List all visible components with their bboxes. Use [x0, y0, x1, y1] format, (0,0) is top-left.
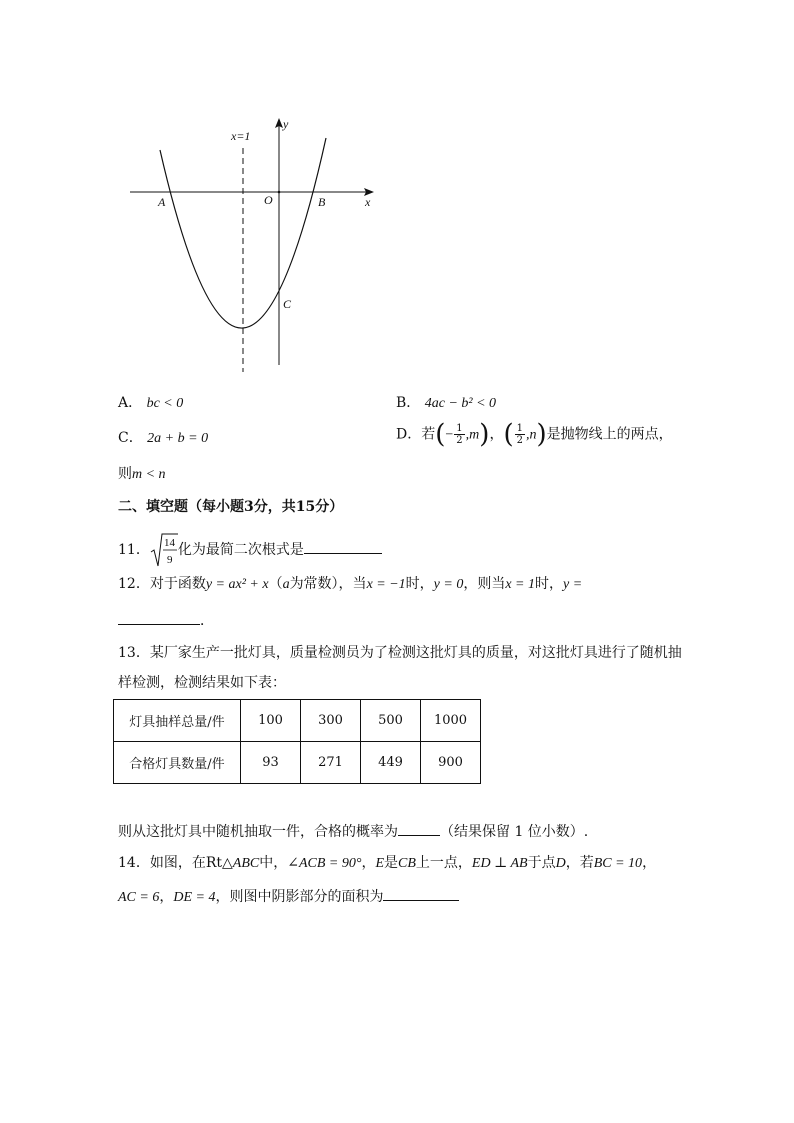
- y-axis-label: y: [283, 117, 289, 131]
- option-c: [118, 428, 208, 449]
- question-12: [118, 574, 582, 595]
- origin-label: O: [264, 193, 273, 207]
- q14-d: D: [555, 856, 566, 871]
- table-row: [114, 742, 481, 784]
- point-b-label: B: [318, 195, 326, 209]
- symmetry-label: x=1: [231, 129, 251, 143]
- point2-n: ,n: [525, 427, 537, 443]
- q12-cond-y: y = 0: [433, 577, 464, 592]
- q12-end: ．: [200, 613, 214, 629]
- q14-de: DE = 4: [173, 890, 216, 905]
- question-13-line1: 13．某厂家生产一批灯具，质量检测员为了检测这批灯具的质量，对这批灯具进行了随机抽: [118, 645, 682, 661]
- table-cell: 500: [361, 700, 421, 742]
- section-heading: 二、填空题（每小题3分，共15分）: [118, 499, 344, 515]
- question-12-cont: [118, 610, 214, 631]
- q14-at: 于点: [527, 855, 556, 871]
- svg-text:14: 14: [163, 537, 175, 549]
- q12-then: ，则当: [463, 576, 506, 592]
- q14-rt: Rt: [205, 855, 222, 871]
- table-row-label: 灯具抽样总量/件: [114, 700, 241, 742]
- sqrt-fraction: [150, 532, 178, 568]
- q14-bc: BC = 10: [593, 856, 643, 871]
- q14-triangle-symbol: △: [222, 855, 233, 871]
- q11-answer-blank[interactable]: [304, 539, 382, 554]
- table-cell: 1000: [421, 700, 481, 742]
- table-cell: 271: [301, 742, 361, 784]
- point-c-label: C: [283, 297, 292, 311]
- inspection-table: [113, 699, 481, 784]
- q12-cond-x: x = −1: [366, 577, 406, 592]
- point-a-label: A: [158, 195, 166, 209]
- q11-number: 11．: [118, 542, 150, 558]
- svg-text:9: 9: [166, 554, 173, 566]
- table-cell: 300: [301, 700, 361, 742]
- option-b: [396, 393, 496, 414]
- option-d-cont-word: 则: [118, 466, 132, 482]
- q13-after-note: （结果保留 1 位小数）.: [440, 824, 589, 840]
- q14-angle: ∠ACB = 90°: [287, 856, 362, 871]
- question-13-line2: 样检测，检测结果如下表：: [118, 675, 286, 691]
- table-cell: 900: [421, 742, 481, 784]
- q14-ac: AC = 6: [118, 890, 160, 905]
- option-d: D．若(− $\frac{1}{2}$ ,m)，( $\frac{1}{2}$ ,n)是抛物线上的两点，: [396, 419, 673, 450]
- option-c-label: C．: [118, 430, 143, 446]
- q11-text: 化为最简二次根式是: [177, 542, 304, 558]
- table-cell: 449: [361, 742, 421, 784]
- option-b-label: B．: [396, 395, 421, 411]
- option-a-expr: bc < 0: [146, 396, 184, 411]
- table-cell: 93: [241, 742, 301, 784]
- q14-perp: ED ⊥ AB: [471, 856, 528, 871]
- q12-intro: 12．对于函数: [118, 576, 206, 592]
- q12-answer-blank[interactable]: [118, 610, 200, 625]
- q14-answer-blank[interactable]: [383, 886, 459, 901]
- q12-y-eq: y =: [563, 577, 583, 592]
- q14-cb: CB: [398, 856, 416, 871]
- q12-mid: 时，: [405, 576, 434, 592]
- x-axis-label: x: [365, 195, 371, 209]
- minus-sign: −: [445, 427, 454, 443]
- q14-on: 上一点，: [415, 855, 472, 871]
- q13-answer-blank[interactable]: [398, 821, 440, 836]
- fraction-half-2: $\frac{1}{2}$: [516, 423, 523, 446]
- q12-paren-text: 为常数），当: [289, 576, 367, 592]
- parabola-figure: [120, 110, 390, 380]
- table-row: [114, 700, 481, 742]
- fraction-half-1: $\frac{1}{2}$: [456, 423, 463, 446]
- q14-intro: 14．如图，在: [118, 855, 206, 871]
- option-a-label: A．: [118, 395, 143, 411]
- point1-m: ,m: [465, 427, 480, 443]
- option-d-cont-expr: m < n: [132, 467, 166, 482]
- question-13-after: [118, 821, 588, 842]
- q14-abc: ABC: [232, 856, 260, 871]
- q12-cond-x2: x = 1: [505, 577, 536, 592]
- option-d-label: D．若: [396, 426, 436, 443]
- option-a: [118, 393, 183, 414]
- d-comma: ，: [489, 426, 504, 443]
- origin-dot: [278, 191, 281, 194]
- q14-e: E: [375, 856, 385, 871]
- q14-tail: ，则图中阴影部分的面积为: [215, 889, 384, 905]
- table-cell: 100: [241, 700, 301, 742]
- q14-in: 中，: [259, 855, 288, 871]
- q14-is: 是: [384, 855, 399, 871]
- q12-paren-open: （: [268, 576, 283, 592]
- q12-when: 时，: [535, 576, 564, 592]
- option-c-expr: 2a + b = 0: [147, 431, 209, 446]
- q14-sep: ，: [361, 855, 376, 871]
- option-b-expr: 4ac − b² < 0: [424, 396, 497, 411]
- q12-function: y = ax² + x: [205, 577, 269, 592]
- option-d-text: 是抛物线上的两点，: [546, 426, 673, 443]
- q14-comma: ，: [642, 855, 657, 871]
- table-row-label: 合格灯具数量/件: [114, 742, 241, 784]
- q14-if: ，若: [565, 855, 594, 871]
- q12-a-var: a: [282, 577, 290, 592]
- question-14-line1: [118, 853, 656, 874]
- q13-after-text: 则从这批灯具中随机抽取一件，合格的概率为: [118, 824, 398, 840]
- option-d-cont: [118, 464, 166, 485]
- question-11: [118, 532, 382, 568]
- question-14-line2: [118, 886, 459, 908]
- q14-de-sep: ，: [159, 889, 174, 905]
